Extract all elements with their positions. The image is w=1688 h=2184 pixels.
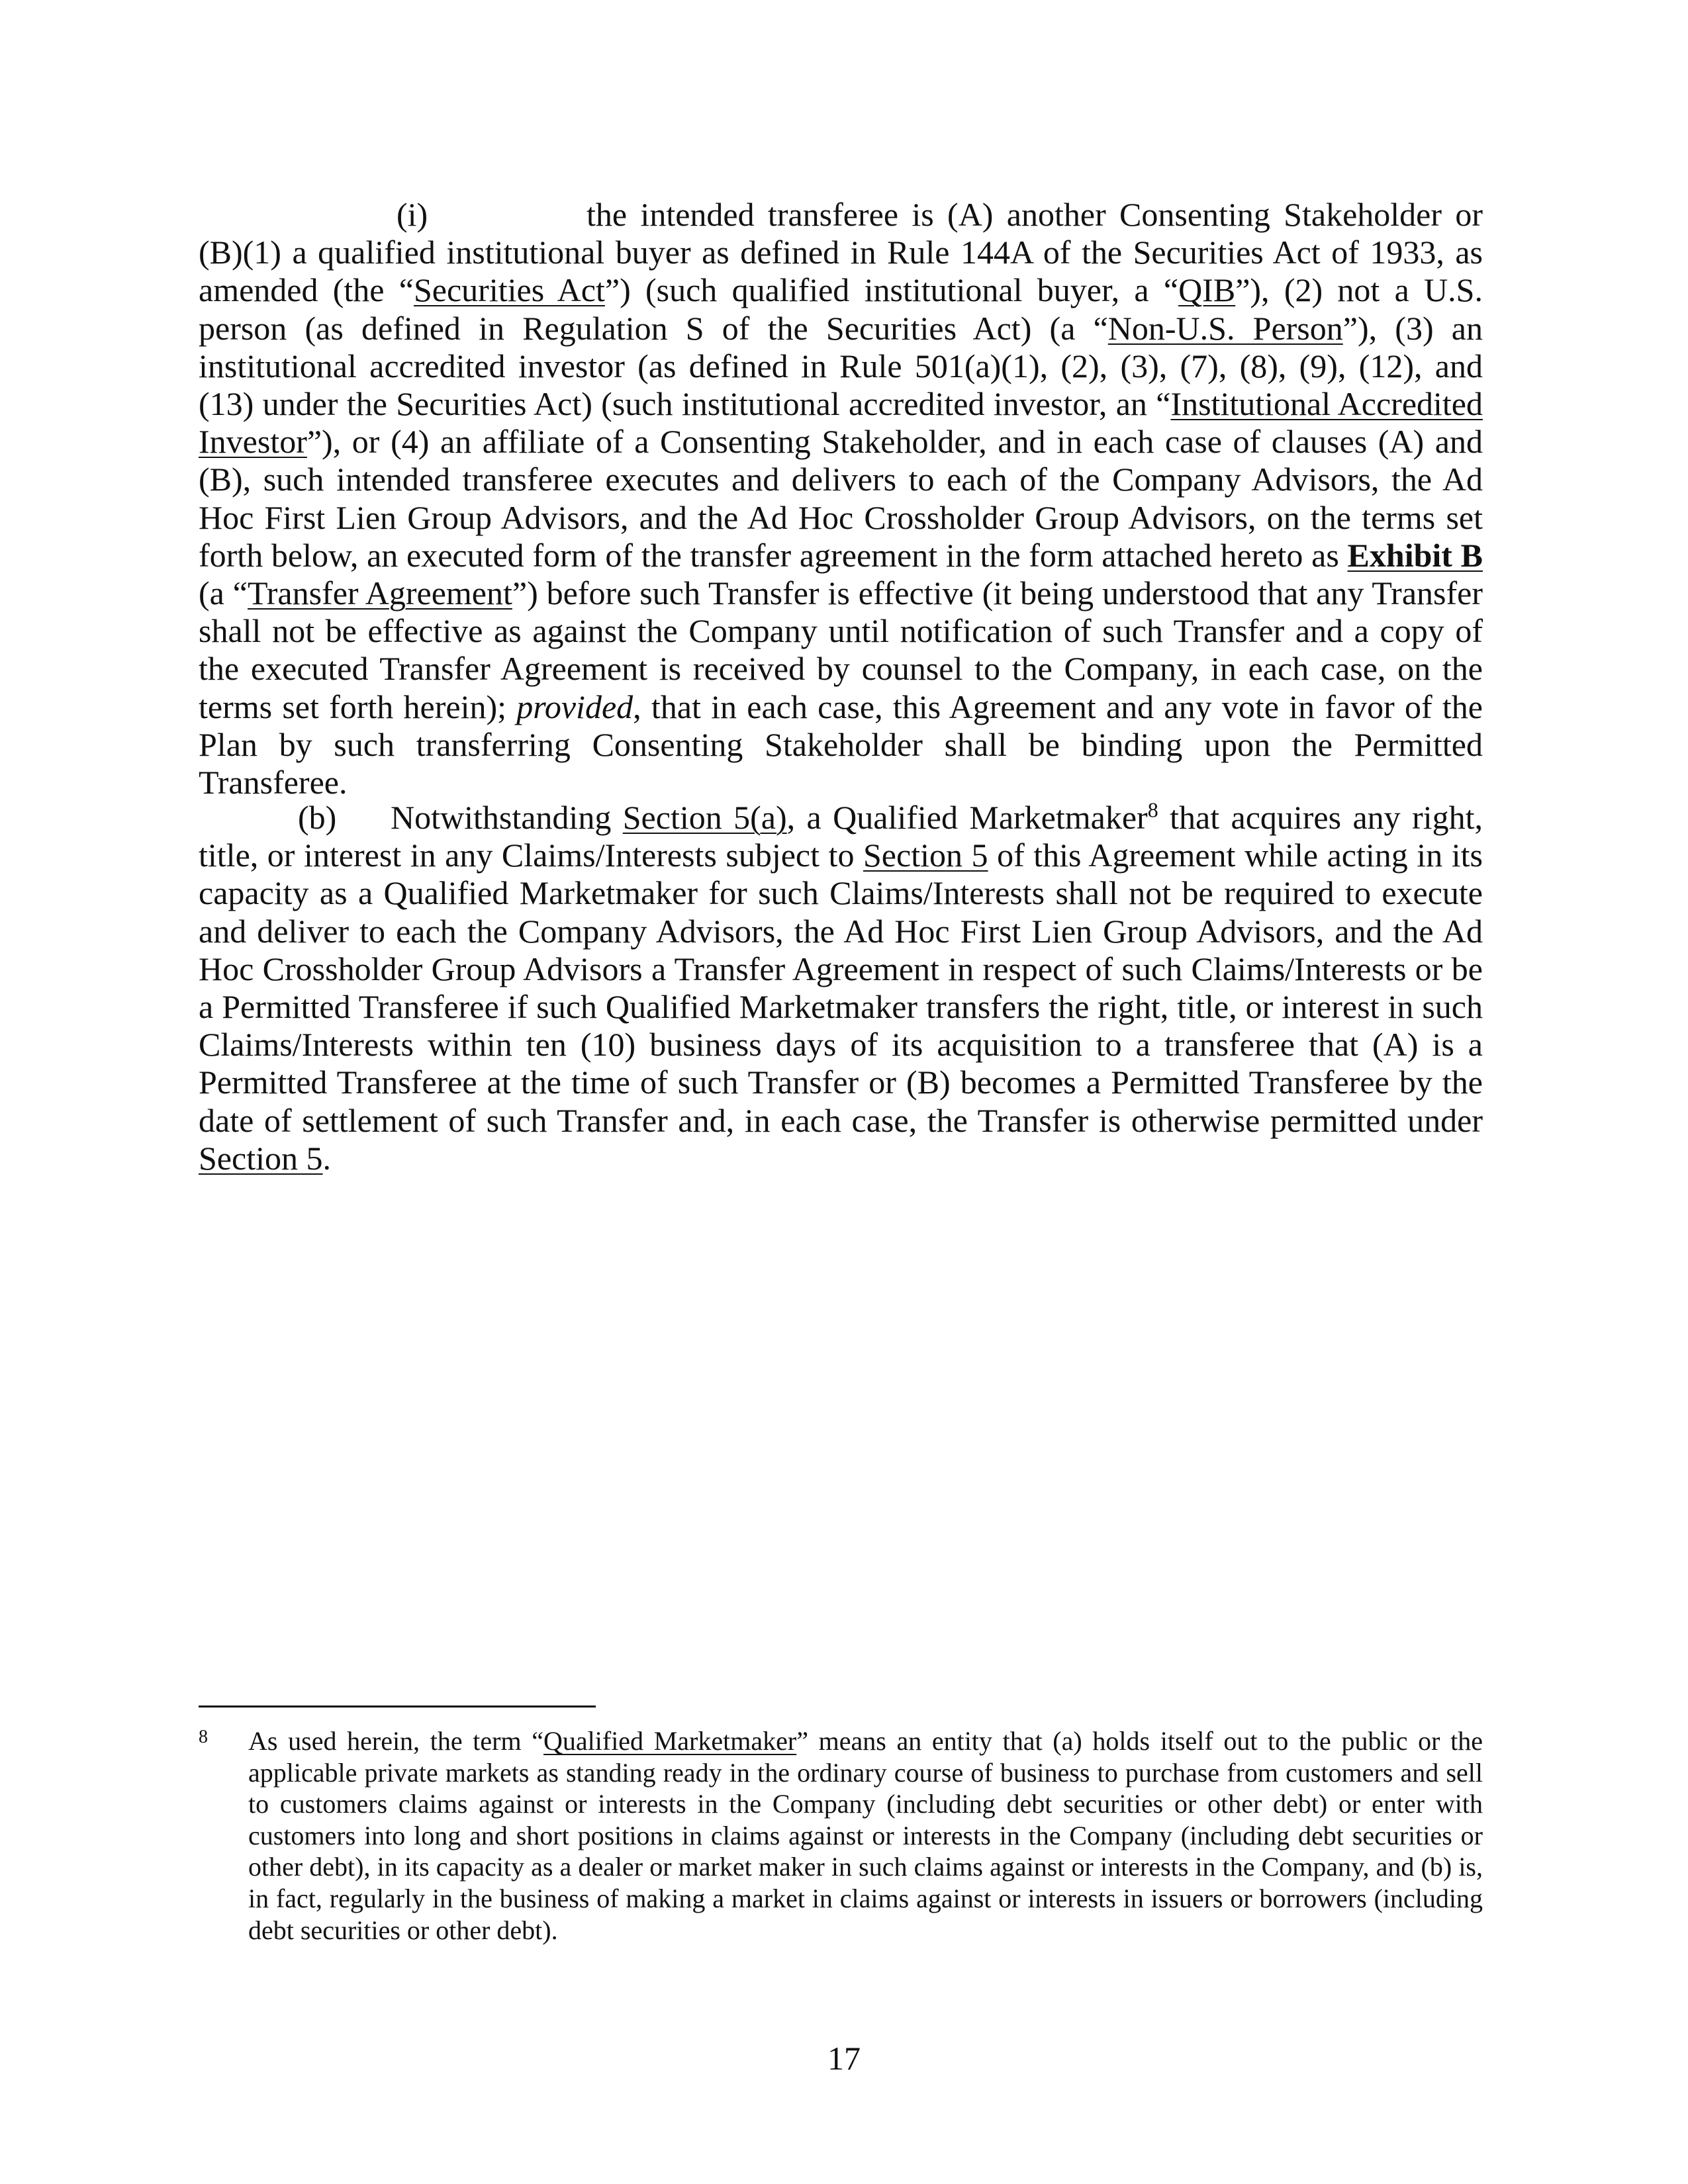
clause-label: (b) bbox=[298, 799, 337, 836]
text-run: , a Qualified Marketmaker bbox=[786, 799, 1148, 836]
paragraph-b bbox=[199, 799, 1483, 1177]
footnote-reference: 8 bbox=[1147, 797, 1158, 822]
footnote-text bbox=[248, 1725, 1483, 1946]
text-run: ”), or (4) an affiliate of a Consenting Stakeholder, and in each case of clauses (A) and (B), such intended transferee executes and delivers to each of the Company Advisors, the Ad Hoc First Lien Group Advisors, and the Ad Hoc Crossholder Group Advisors, on the terms set forth below, an executed form of the transfer agreement in the form attached hereto as bbox=[199, 423, 1483, 574]
section-reference: Section 5(a) bbox=[622, 799, 787, 836]
text-run: As used herein, the term “ bbox=[248, 1726, 543, 1756]
text-run: (a “ bbox=[199, 574, 248, 612]
clause-label: (i) bbox=[397, 196, 428, 233]
defined-term: QIB bbox=[1178, 271, 1236, 309]
page-number: 17 bbox=[827, 2040, 861, 2077]
text-run: the intended transferee is (A) another Consenting Stakeholder or (B)(1) a qualified institutional buyer as defined in Rule 144A of the Securities Act of 1933, as amended (the “ bbox=[199, 196, 1483, 309]
text-run: Notwithstanding bbox=[391, 799, 623, 836]
defined-term: Institutional Accredited Investor bbox=[199, 385, 1483, 461]
paragraph-i bbox=[199, 196, 1483, 801]
footnote-number: 8 bbox=[199, 1727, 208, 1747]
text-run: , that in each case, this Agreement and any vote in favor of the Plan by such transferring Consenting Stakeholder shall be binding upon the Permitted Transferee. bbox=[199, 688, 1483, 801]
defined-term: Qualified Marketmaker bbox=[543, 1726, 797, 1756]
text-run: ”), (3) an institutional accredited investor (as defined in Rule 501(a)(1), (2), (3), (7), (8), (9), (12), and (13) under the Securities Act) (such institutional accredited investor, an “ bbox=[199, 309, 1483, 423]
footnote-separator bbox=[199, 1706, 596, 1707]
footnote-8 bbox=[199, 1725, 1483, 1946]
text-run: ”) (such qualified institutional buyer, a “ bbox=[604, 271, 1179, 309]
text-run: ”), (2) not a U.S. person (as defined in Regulation S of the Securities Act) (a “ bbox=[199, 271, 1483, 347]
defined-term: Securities Act bbox=[413, 271, 605, 309]
section-reference: Section 5 bbox=[199, 1139, 323, 1177]
section-reference: Section 5 bbox=[863, 837, 988, 874]
text-run: of this Agreement while acting in its capacity as a Qualified Marketmaker for such Claims/Interests shall not be required to execute and deliver to each the Company Advisors, the Ad Hoc First Lien Group Advisors, and the Ad Hoc Crossholder Group Advisors a Transfer Agreement in respect of such Claims/Interests or be a Permitted Transferee if such Qualified Marketmaker transfers the right, title, or interest in such Claims/Interests within ten (10) business days of its acquisition to a transferee that (A) is a Permitted Transferee at the time of such Transfer or (B) becomes a Permitted Transferee by the date of settlement of such Transfer and, in each case, the Transfer is otherwise permitted under bbox=[199, 837, 1483, 1139]
defined-term: Transfer Agreement bbox=[247, 574, 512, 612]
italic-term: provided bbox=[516, 688, 633, 725]
text-run: . bbox=[322, 1139, 331, 1177]
text-run: ” means an entity that (a) holds itself out to the public or the applicable private markets as standing ready in the ordinary course of business to purchase from customers and sell to customers claims against or interests in the Company (including debt securities or other debt) or enter with customers into long and short positions in claims against or interests in the Company (including debt securities or other debt), in its capacity as a dealer or market maker in such claims against or interests in the Company, and (b) is, in fact, regularly in the business of making a market in claims against or interests in issuers or borrowers (including debt securities or other debt). bbox=[248, 1726, 1483, 1945]
defined-term: Non-U.S. Person bbox=[1107, 309, 1343, 347]
text-run: ”) before such Transfer is effective (it being understood that any Transfer shall not be effective as against the Company until notification of such Transfer and a copy of the executed Transfer Agreement is received by counsel to the Company, in each case, on the terms set forth herein); bbox=[199, 574, 1483, 725]
exhibit-reference: Exhibit B bbox=[1347, 536, 1483, 574]
text-run: that acquires any right, title, or interest in any Claims/Interests subject to bbox=[199, 799, 1483, 874]
